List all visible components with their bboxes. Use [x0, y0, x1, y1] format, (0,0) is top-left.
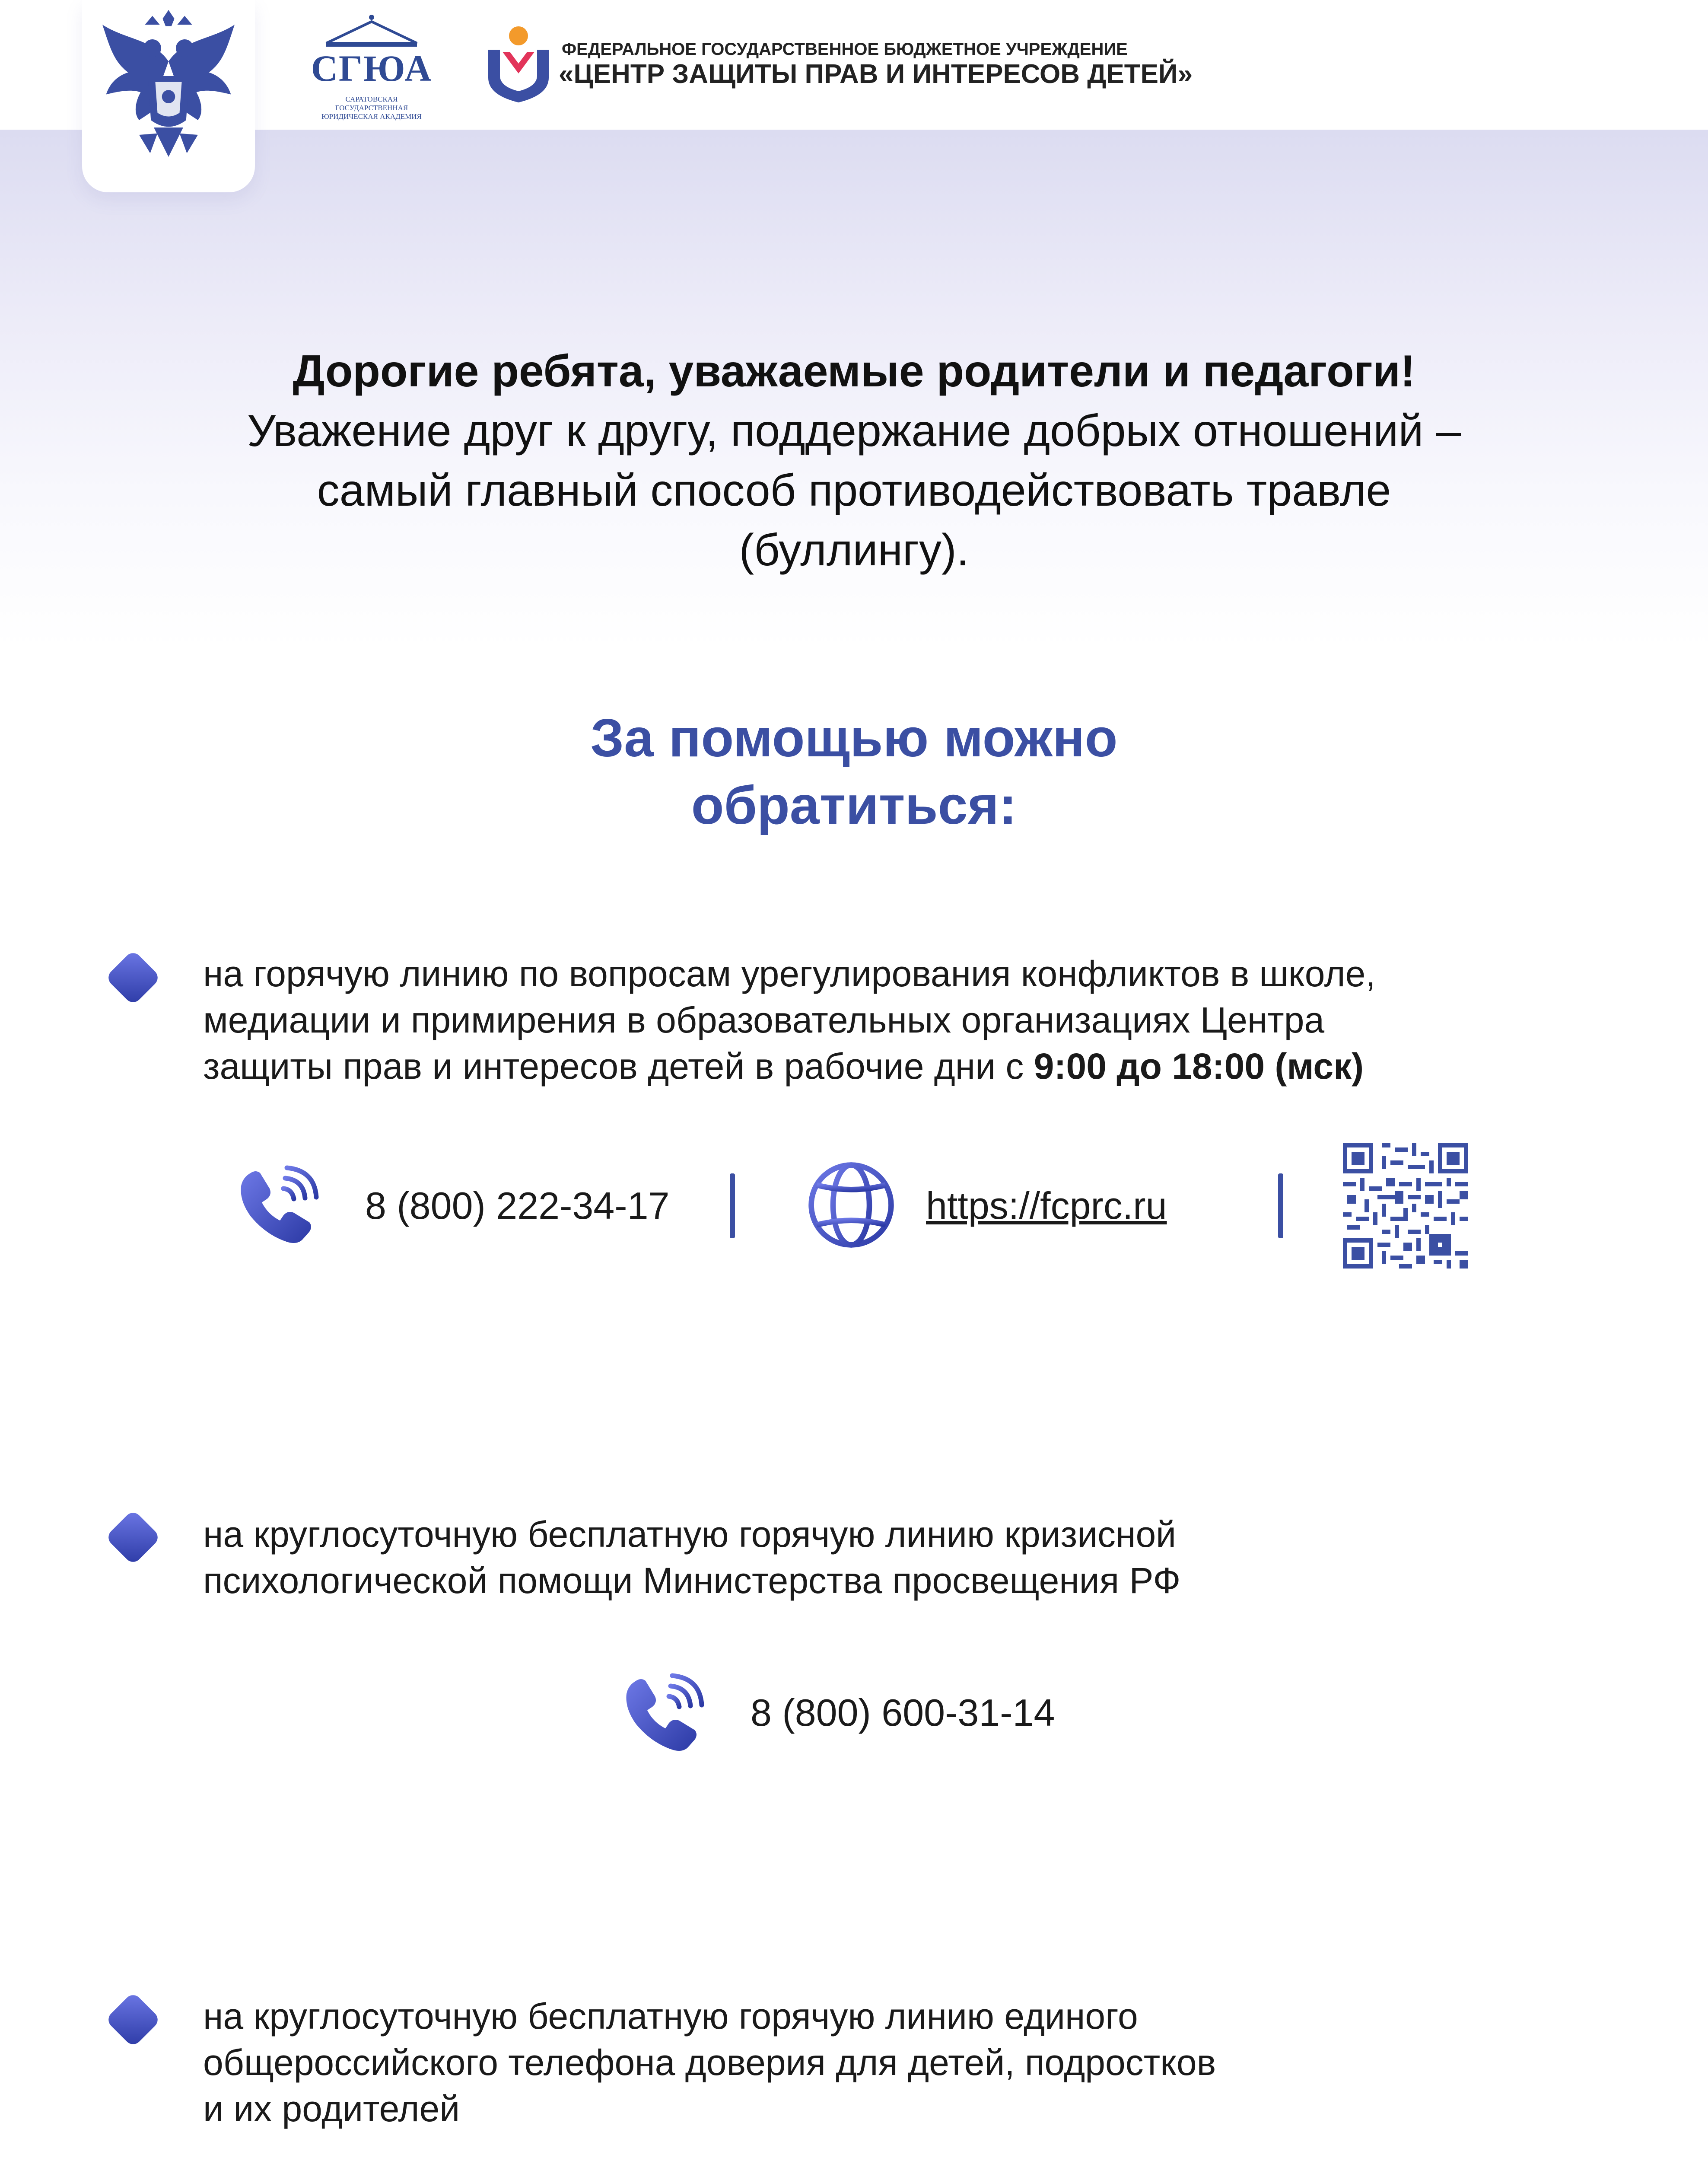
help-title — [389, 704, 1319, 839]
help-title-line: За помощью можно — [590, 708, 1118, 768]
list-item-1-text — [203, 951, 1376, 1090]
divider — [1278, 1173, 1283, 1238]
bullet-diamond-icon — [105, 950, 161, 1006]
building-icon — [309, 13, 434, 48]
item-line: и их родителей — [203, 2088, 460, 2129]
intro-line: Уважение друг к другу, поддержание добрых отношений – — [247, 406, 1461, 456]
divider — [730, 1173, 735, 1238]
phone-number[interactable]: 8 (800) 600-31-14 — [751, 1691, 1055, 1734]
intro-lead: Дорогие ребята, уважаемые родители и педагоги! — [293, 346, 1415, 396]
crest-card — [82, 0, 255, 192]
item-line: на круглосуточную бесплатную горячую линию кризисной — [203, 1514, 1177, 1555]
intro-block — [86, 341, 1622, 580]
org-type-line: ФЕДЕРАЛЬНОЕ ГОСУДАРСТВЕННОЕ БЮДЖЕТНОЕ УЧРЕЖДЕНИЕ — [562, 40, 1128, 59]
bullet-diamond-icon — [105, 1509, 161, 1565]
sgua-logo — [309, 13, 434, 121]
phone-icon — [619, 1670, 705, 1757]
bullet-diamond-icon — [105, 1992, 161, 2048]
org-name-line: «ЦЕНТР ЗАЩИТЫ ПРАВ И ИНТЕРЕСОВ ДЕТЕЙ» — [559, 59, 1193, 89]
item-line: психологической помощи Министерства просвещения РФ — [203, 1560, 1181, 1601]
item-line — [203, 1043, 1376, 1090]
sgua-subtitle: САРАТОВСКАЯ ГОСУДАРСТВЕННАЯ ЮРИДИЧЕСКАЯ АКАДЕМИЯ — [321, 95, 422, 121]
globe-icon — [806, 1160, 897, 1250]
phone-icon — [233, 1163, 320, 1249]
item-line: на круглосуточную бесплатную горячую линию единого — [203, 1996, 1138, 2037]
list-item-3-text — [203, 1993, 1216, 2132]
help-title-line: обратиться: — [691, 776, 1017, 835]
working-hours: 9:00 до 18:00 (мск) — [1034, 1046, 1364, 1087]
list-item-2-text — [203, 1511, 1180, 1604]
eagle-crest-icon — [95, 9, 242, 173]
item-line: общероссийского телефона доверия для детей, подростков — [203, 2042, 1216, 2083]
website-link[interactable]: https://fcprc.ru — [926, 1184, 1167, 1227]
center-logo-icon — [486, 24, 551, 104]
item-line: на горячую линию по вопросам урегулирования конфликтов в школе, — [203, 953, 1376, 994]
phone-number[interactable]: 8 (800) 222-34-17 — [365, 1184, 670, 1227]
item-line: медиации и примирения в образовательных организациях Центра — [203, 1000, 1325, 1040]
intro-line: самый главный способ противодействовать травле — [317, 465, 1391, 516]
qr-code-icon[interactable] — [1343, 1143, 1468, 1269]
item-line-text: защиты прав и интересов детей в рабочие дни с — [203, 1046, 1034, 1087]
sgua-name: СГЮА — [311, 48, 433, 89]
intro-line: (буллингу). — [739, 525, 969, 575]
